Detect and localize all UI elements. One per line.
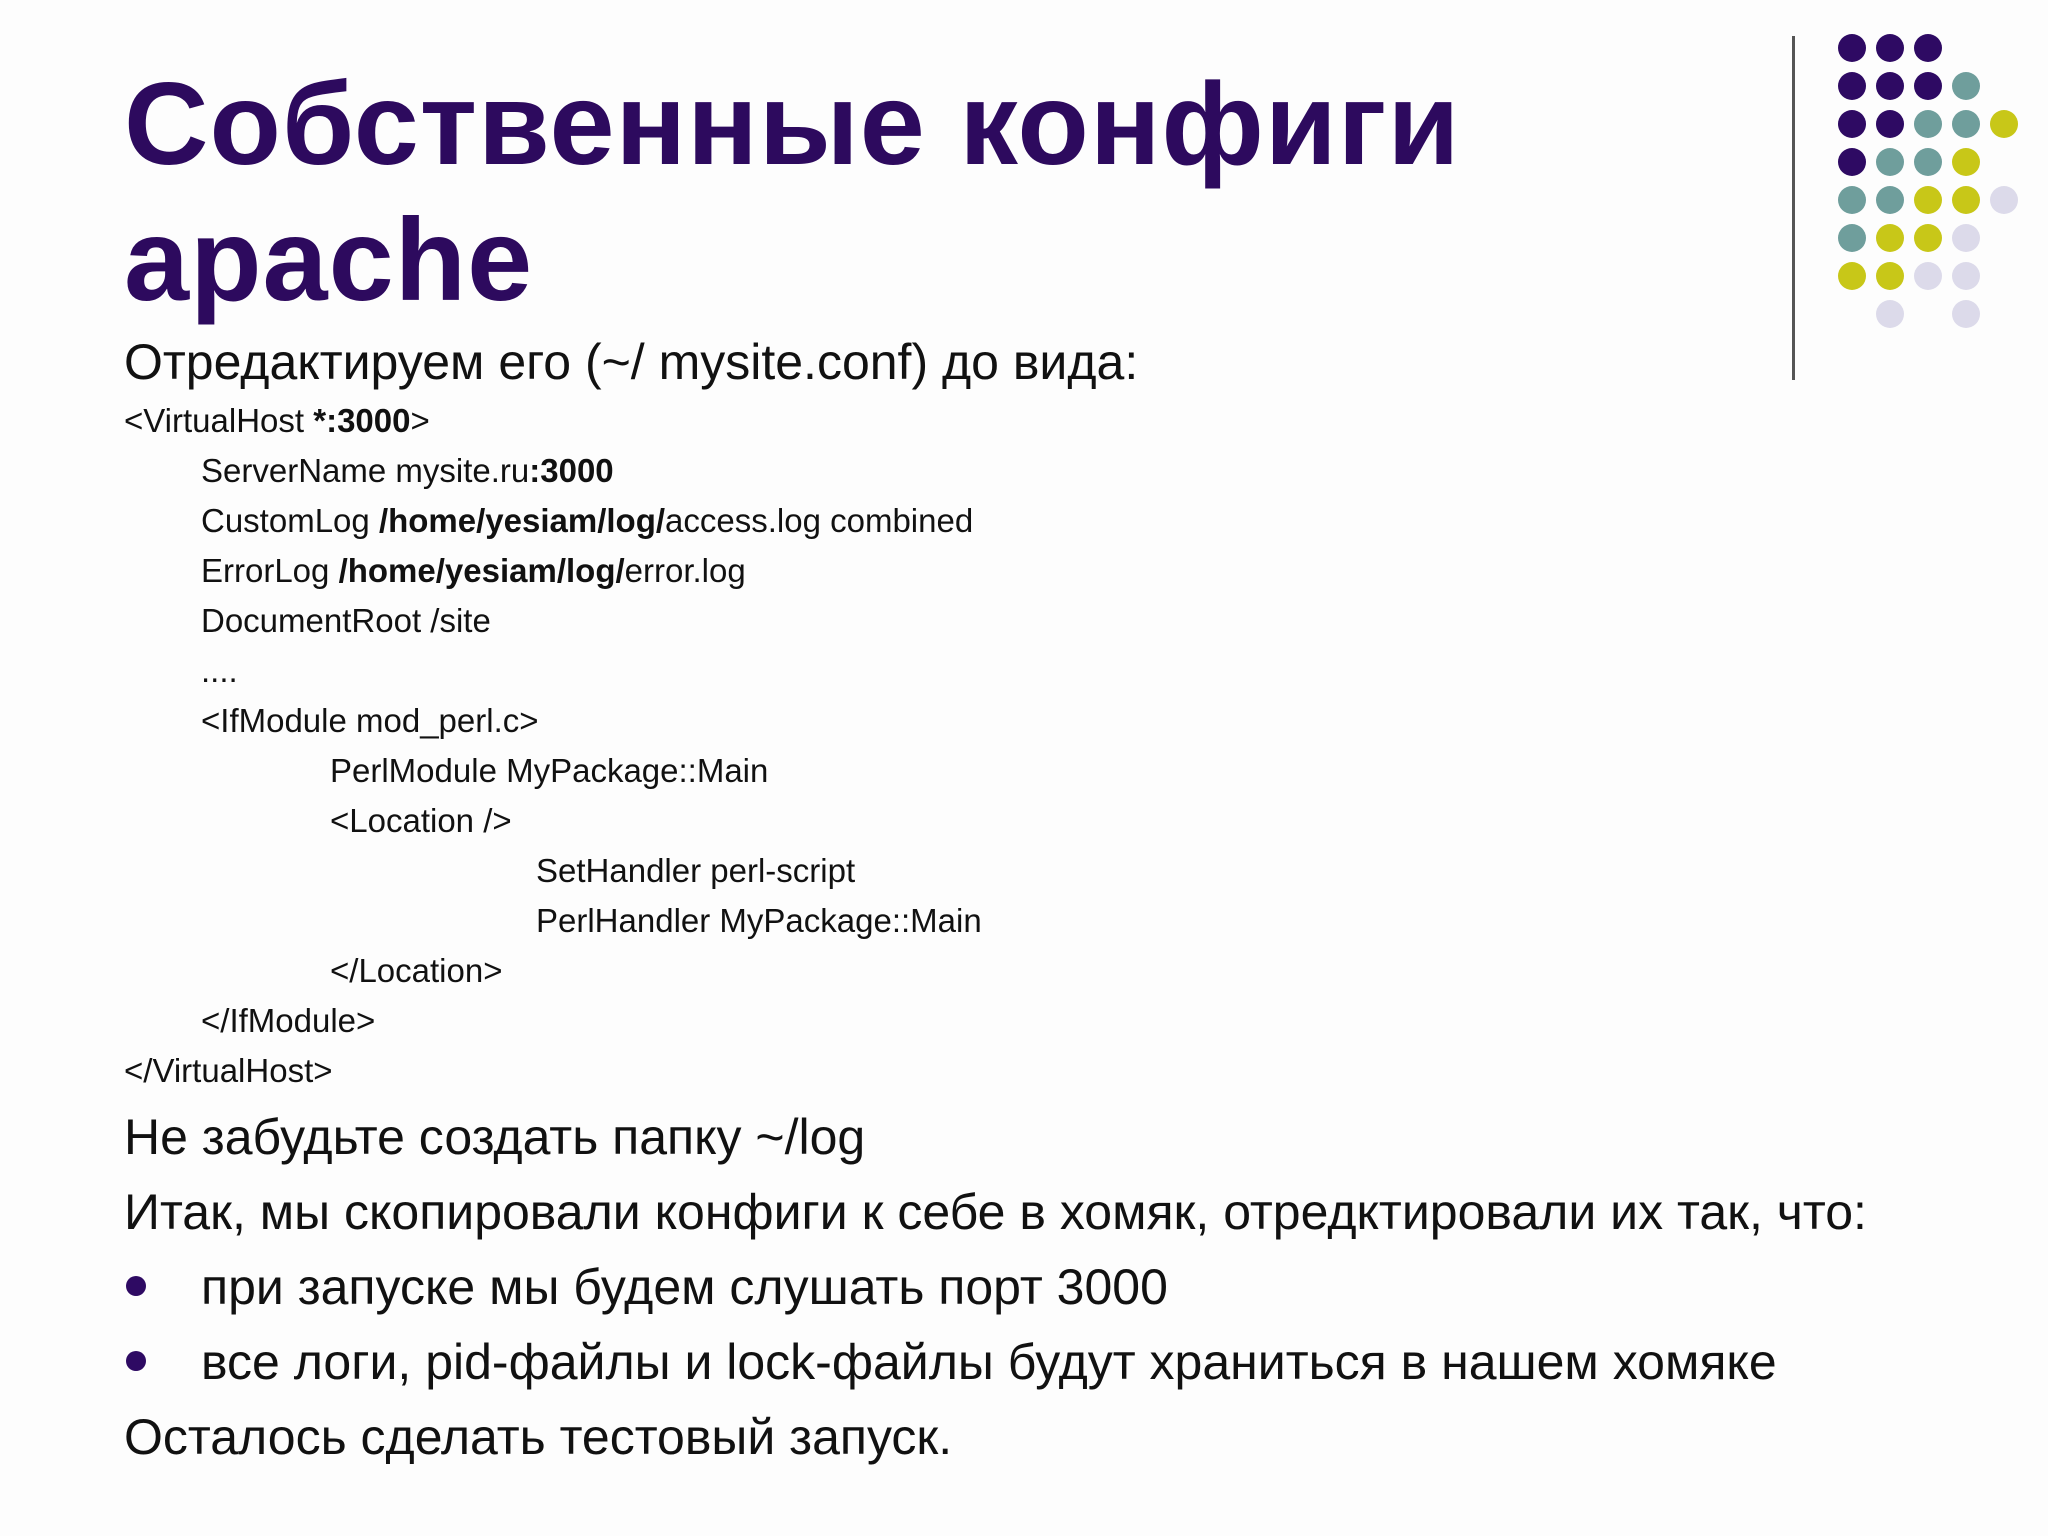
- decor-dot-lavender: [1952, 224, 1980, 252]
- code-text: >: [410, 402, 430, 439]
- code-line-docroot: DocumentRoot /site: [201, 602, 491, 639]
- code-text-bold: /home/yesiam/log/: [338, 552, 625, 589]
- decor-dot-lavender: [1914, 262, 1942, 290]
- decor-dot-purple: [1838, 34, 1866, 62]
- decor-dot-yellow: [1914, 186, 1942, 214]
- code-line-perlmodule: PerlModule MyPackage::Main: [330, 752, 769, 789]
- decor-dot-teal: [1952, 72, 1980, 100]
- title-line-2: apache: [124, 194, 534, 325]
- decor-dot-teal: [1914, 110, 1942, 138]
- decor-dot-yellow: [1876, 262, 1904, 290]
- code-text: error.log: [624, 552, 746, 589]
- code-text: CustomLog: [201, 502, 379, 539]
- decor-dot-purple: [1914, 34, 1942, 62]
- decor-dot-purple: [1876, 34, 1904, 62]
- decor-dot-yellow: [1990, 110, 2018, 138]
- decor-dot-purple: [1838, 72, 1866, 100]
- code-text: access.log combined: [665, 502, 974, 539]
- note-create-folder: Не забудьте создать папку ~/log: [124, 1109, 866, 1165]
- decor-dot-lavender: [1952, 300, 1980, 328]
- title-line-1: Собственные конфиги: [124, 58, 1461, 189]
- decor-dot-lavender: [1952, 262, 1980, 290]
- decor-dot-teal: [1952, 110, 1980, 138]
- decor-dot-purple: [1838, 148, 1866, 176]
- code-line-ellipsis: ....: [201, 652, 238, 689]
- decor-dot-teal: [1838, 224, 1866, 252]
- decor-dot-purple: [1838, 110, 1866, 138]
- intro-text: Отредактируем его (~/ mysite.conf) до вида:: [124, 334, 1139, 390]
- bullet-dot-icon: [126, 1276, 146, 1296]
- code-text-bold: *:3000: [313, 402, 411, 439]
- code-text: <VirtualHost: [124, 402, 314, 439]
- decor-dot-teal: [1876, 148, 1904, 176]
- code-text: ServerName mysite.ru: [201, 452, 530, 489]
- code-text-bold: /home/yesiam/log/: [378, 502, 666, 539]
- decor-dot-lavender: [1876, 300, 1904, 328]
- code-line-perlhandler: PerlHandler MyPackage::Main: [536, 902, 982, 939]
- code-line-location-open: <Location />: [330, 802, 512, 839]
- code-line-errorlog: [124, 546, 982, 596]
- code-line-vhost-open: [124, 396, 982, 446]
- decor-dot-yellow: [1952, 148, 1980, 176]
- code-line-sethandler: SetHandler perl-script: [536, 852, 856, 889]
- decor-dot-teal: [1876, 186, 1904, 214]
- code-line-ifmodule-close: </IfModule>: [201, 1002, 376, 1039]
- decor-dot-purple: [1876, 72, 1904, 100]
- code-line-location-close: </Location>: [330, 952, 503, 989]
- decor-dot-yellow: [1838, 262, 1866, 290]
- decor-dot-purple: [1914, 72, 1942, 100]
- decor-dot-yellow: [1952, 186, 1980, 214]
- code-line-ifmodule-open: <IfModule mod_perl.c>: [201, 702, 539, 739]
- code-line-vhost-close: </VirtualHost>: [124, 1052, 333, 1089]
- code-text: ErrorLog: [201, 552, 339, 589]
- code-text-bold: :3000: [529, 452, 614, 489]
- config-code-block: [124, 396, 982, 1096]
- title-divider-line: [1792, 36, 1795, 380]
- slide-title: [124, 56, 1724, 328]
- bullet-text: все логи, pid-файлы и lock-файлы будут храниться в нашем хомяке: [201, 1334, 1777, 1390]
- decor-dot-yellow: [1914, 224, 1942, 252]
- decor-dot-yellow: [1876, 224, 1904, 252]
- code-line-customlog: [124, 496, 982, 546]
- decor-dot-lavender: [1990, 186, 2018, 214]
- decor-dot-purple: [1876, 110, 1904, 138]
- note-summary: Итак, мы скопировали конфиги к себе в хомяк, отредктировали их так, что:: [124, 1184, 1867, 1240]
- bullet-dot-icon: [126, 1351, 146, 1371]
- note-closing: Осталось сделать тестовый запуск.: [124, 1409, 953, 1465]
- notes-block: [124, 1100, 1867, 1475]
- bullet-item: [124, 1325, 1867, 1400]
- decor-dot-teal: [1838, 186, 1866, 214]
- decor-dot-teal: [1914, 148, 1942, 176]
- code-line-servername: [124, 446, 982, 496]
- bullet-item: [124, 1250, 1867, 1325]
- bullet-text: при запуске мы будем слушать порт 3000: [201, 1259, 1168, 1315]
